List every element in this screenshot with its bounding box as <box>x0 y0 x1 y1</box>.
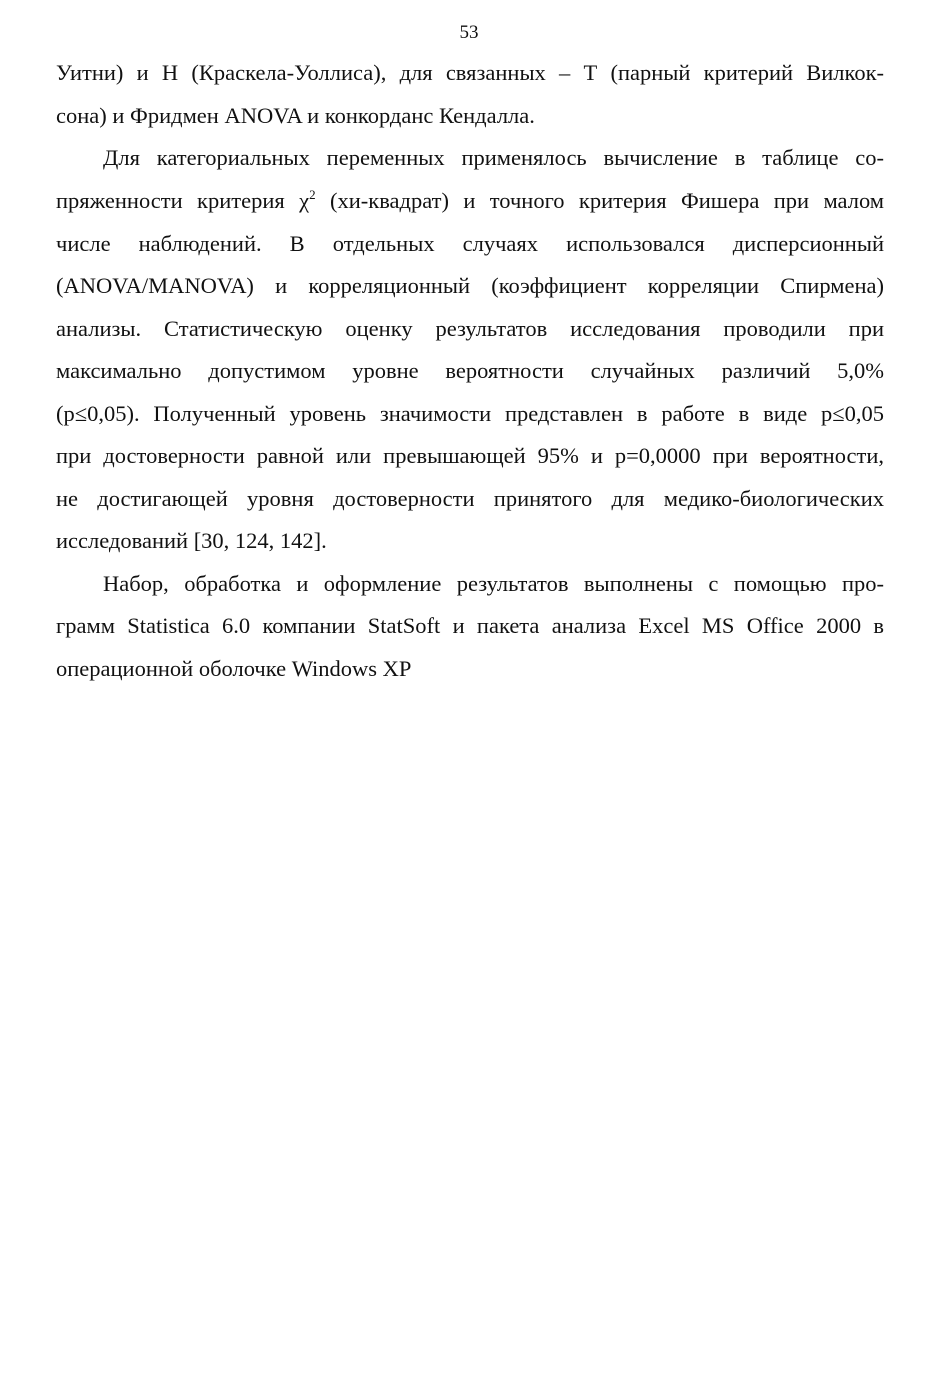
paragraph-2-line-3: числе наблюдений. В отдельных случаях использовался дисперсионный <box>56 231 884 256</box>
paragraph-1-line-1: Уитни) и Н (Краскела-Уоллиса), для связанных – Т (парный критерий Вилкок- <box>56 60 884 85</box>
paragraph-2-line-1: Для категориальных переменных применялось вычисление в таблице со- <box>103 145 884 170</box>
paragraph-2-line-2-start: пряженности критерия χ <box>56 188 310 213</box>
paragraph-2-line-8: при достоверности равной или превышающей 95% и р=0,0000 при вероятности, <box>56 443 884 468</box>
paragraph-2-line-7: (р≤0,05). Полученный уровень значимости представлен в работе в виде р≤0,05 <box>56 401 884 426</box>
paragraph-2-line-5: анализы. Статистическую оценку результатов исследования проводили при <box>56 316 884 341</box>
paragraph-1-line-2: сона) и Фридмен ANOVA и конкорданс Кендалла. <box>56 103 535 128</box>
page-number: 53 <box>459 22 479 43</box>
paragraph-3-line-3: операционной оболочке Windows XP <box>56 656 412 681</box>
chi-square-superscript: 2 <box>309 187 316 202</box>
paragraph-2-line-9: не достигающей уровня достоверности принятого для медико-биологических <box>56 486 884 511</box>
paragraph-2-line-2-end: (хи-квадрат) и точного критерия Фишера при малом <box>315 188 885 213</box>
paragraph-3-line-2: грамм Statistica 6.0 компании StatSoft и пакета анализа Excel MS Office 2000 в <box>56 613 884 638</box>
paragraph-2-line-10: исследований [30, 124, 142]. <box>56 528 327 553</box>
paragraph-2-line-6: максимально допустимом уровне вероятности случайных различий 5,0% <box>56 358 884 383</box>
paragraph-2-line-2 <box>56 186 884 216</box>
paragraph-2-line-4: (ANOVA/MANOVA) и корреляционный (коэффициент корреляции Спирмена) <box>56 273 884 298</box>
paragraph-3-line-1: Набор, обработка и оформление результатов выполнены с помощью про- <box>103 571 884 596</box>
